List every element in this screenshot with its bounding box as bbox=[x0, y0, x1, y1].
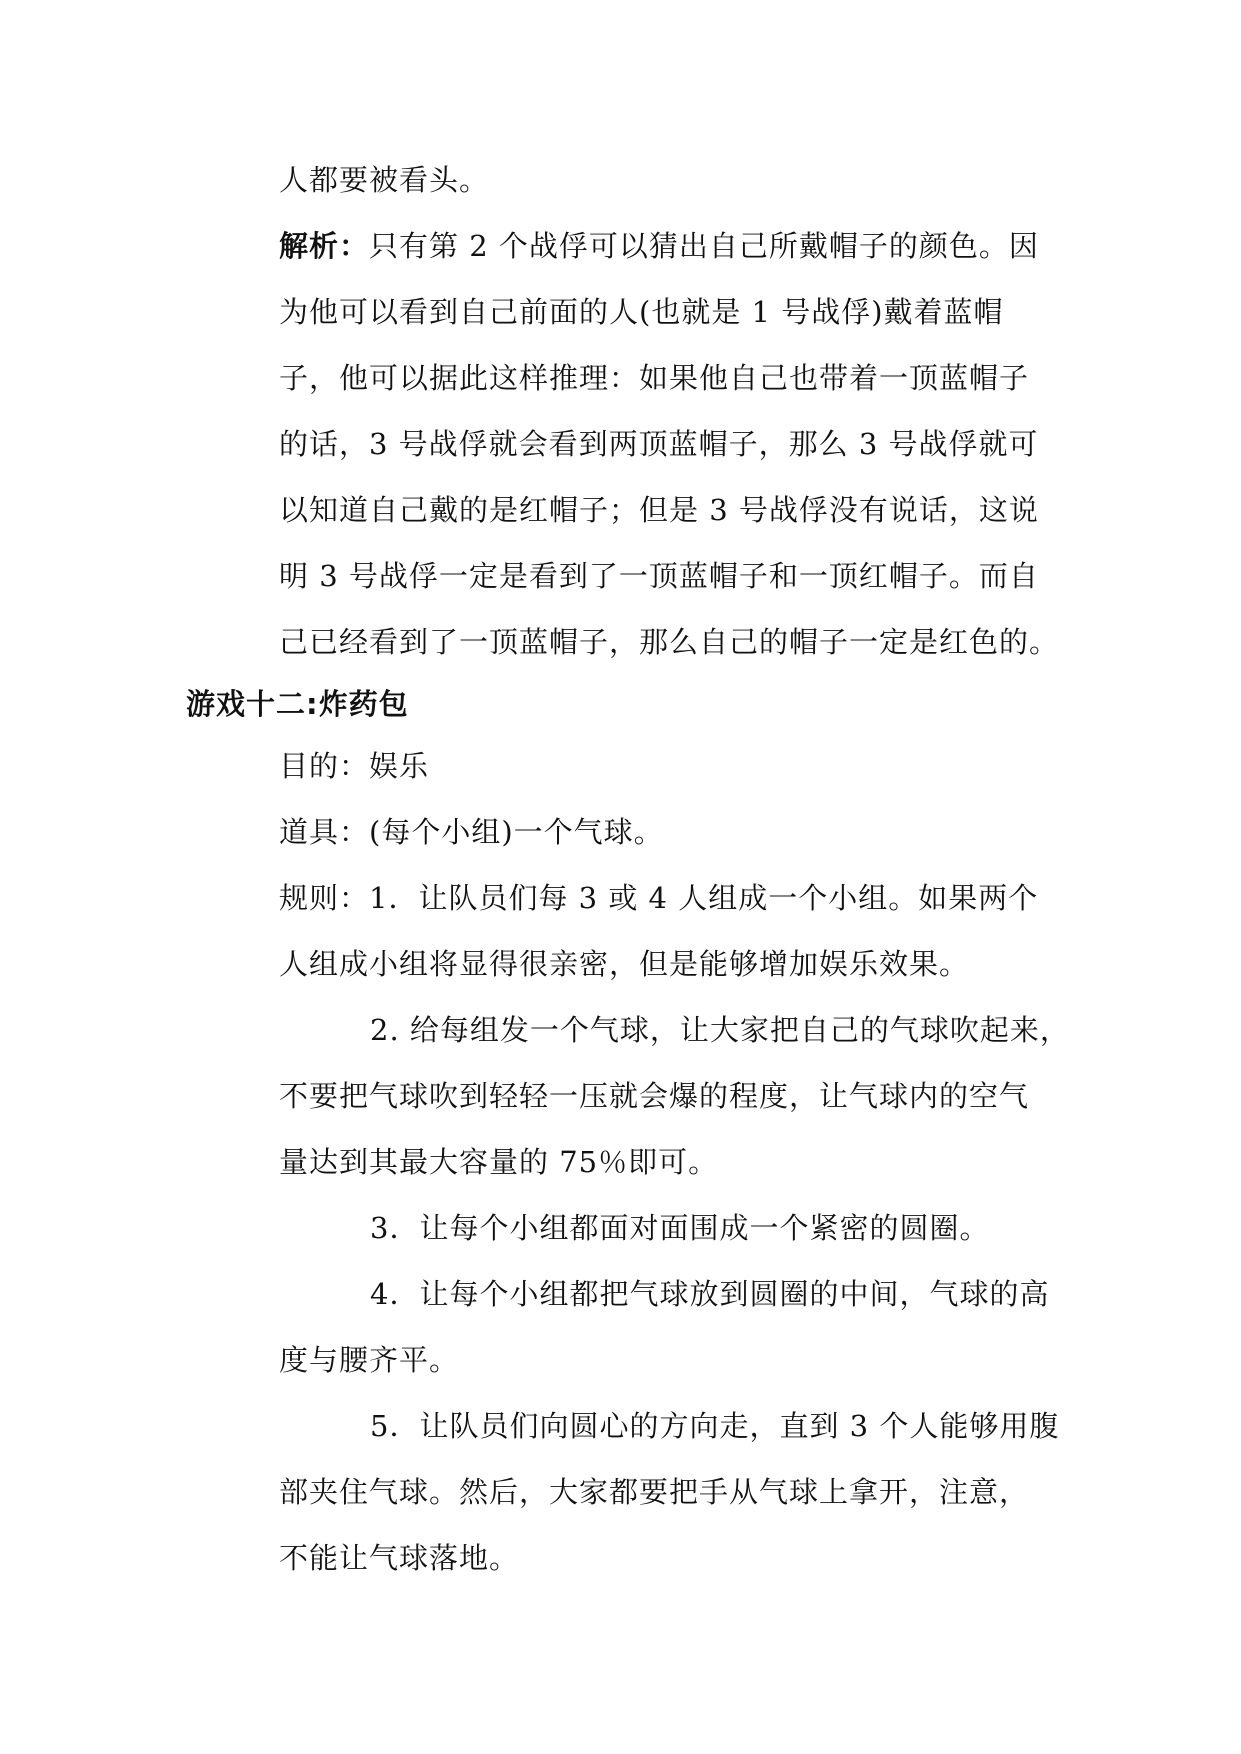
text-line: 人组成小组将显得很亲密，但是能够增加娱乐效果。 bbox=[279, 947, 970, 981]
text-line: 明 3 号战俘一定是看到了一顶蓝帽子和一顶红帽子。而自 bbox=[279, 559, 1039, 593]
rule-item: 2. 给每组发一个气球，让大家把自己的气球吹起来， bbox=[370, 1013, 1070, 1047]
text-line: 己已经看到了一顶蓝帽子，那么自己的帽子一定是红色的。 bbox=[279, 625, 1060, 659]
text-line: 为他可以看到自己前面的人(也就是 1 号战俘)戴着蓝帽 bbox=[279, 295, 1004, 329]
analysis-label: 解析： bbox=[279, 229, 370, 263]
text-line: 度与腰齐平。 bbox=[279, 1343, 460, 1377]
section-heading: 游戏十二:炸药包 bbox=[186, 687, 409, 721]
props-line: 道具：(每个小组)一个气球。 bbox=[279, 815, 664, 849]
rule-item: 5．让队员们向圆心的方向走，直到 3 个人能够用腹 bbox=[370, 1409, 1060, 1443]
rules-line: 规则：1．让队员们每 3 或 4 人组成一个小组。如果两个 bbox=[279, 881, 1039, 915]
text-line: 不要把气球吹到轻轻一压就会爆的程度，让气球内的空气 bbox=[279, 1079, 1030, 1113]
text-line: 的话，3 号战俘就会看到两顶蓝帽子，那么 3 号战俘就可 bbox=[279, 427, 1039, 461]
text-line: 量达到其最大容量的 75％即可。 bbox=[279, 1145, 719, 1179]
analysis-paragraph-start bbox=[279, 226, 1039, 266]
purpose-line: 目的：娱乐 bbox=[279, 749, 430, 783]
text-line: 人都要被看头。 bbox=[279, 163, 490, 197]
text-line: 部夹住气球。然后，大家都要把手从气球上拿开，注意， bbox=[279, 1475, 1030, 1509]
text-line: 以知道自己戴的是红帽子；但是 3 号战俘没有说话，这说 bbox=[279, 493, 1039, 527]
analysis-text: 只有第 2 个战俘可以猜出自己所戴帽子的颜色。因 bbox=[369, 229, 1039, 263]
rule-item: 3．让每个小组都面对面围成一个紧密的圆圈。 bbox=[370, 1211, 990, 1245]
text-line: 子，他可以据此这样推理：如果他自己也带着一顶蓝帽子 bbox=[279, 361, 1030, 395]
text-line: 不能让气球落地。 bbox=[279, 1541, 520, 1575]
rule-item: 4．让每个小组都把气球放到圆圈的中间，气球的高 bbox=[370, 1277, 1050, 1311]
